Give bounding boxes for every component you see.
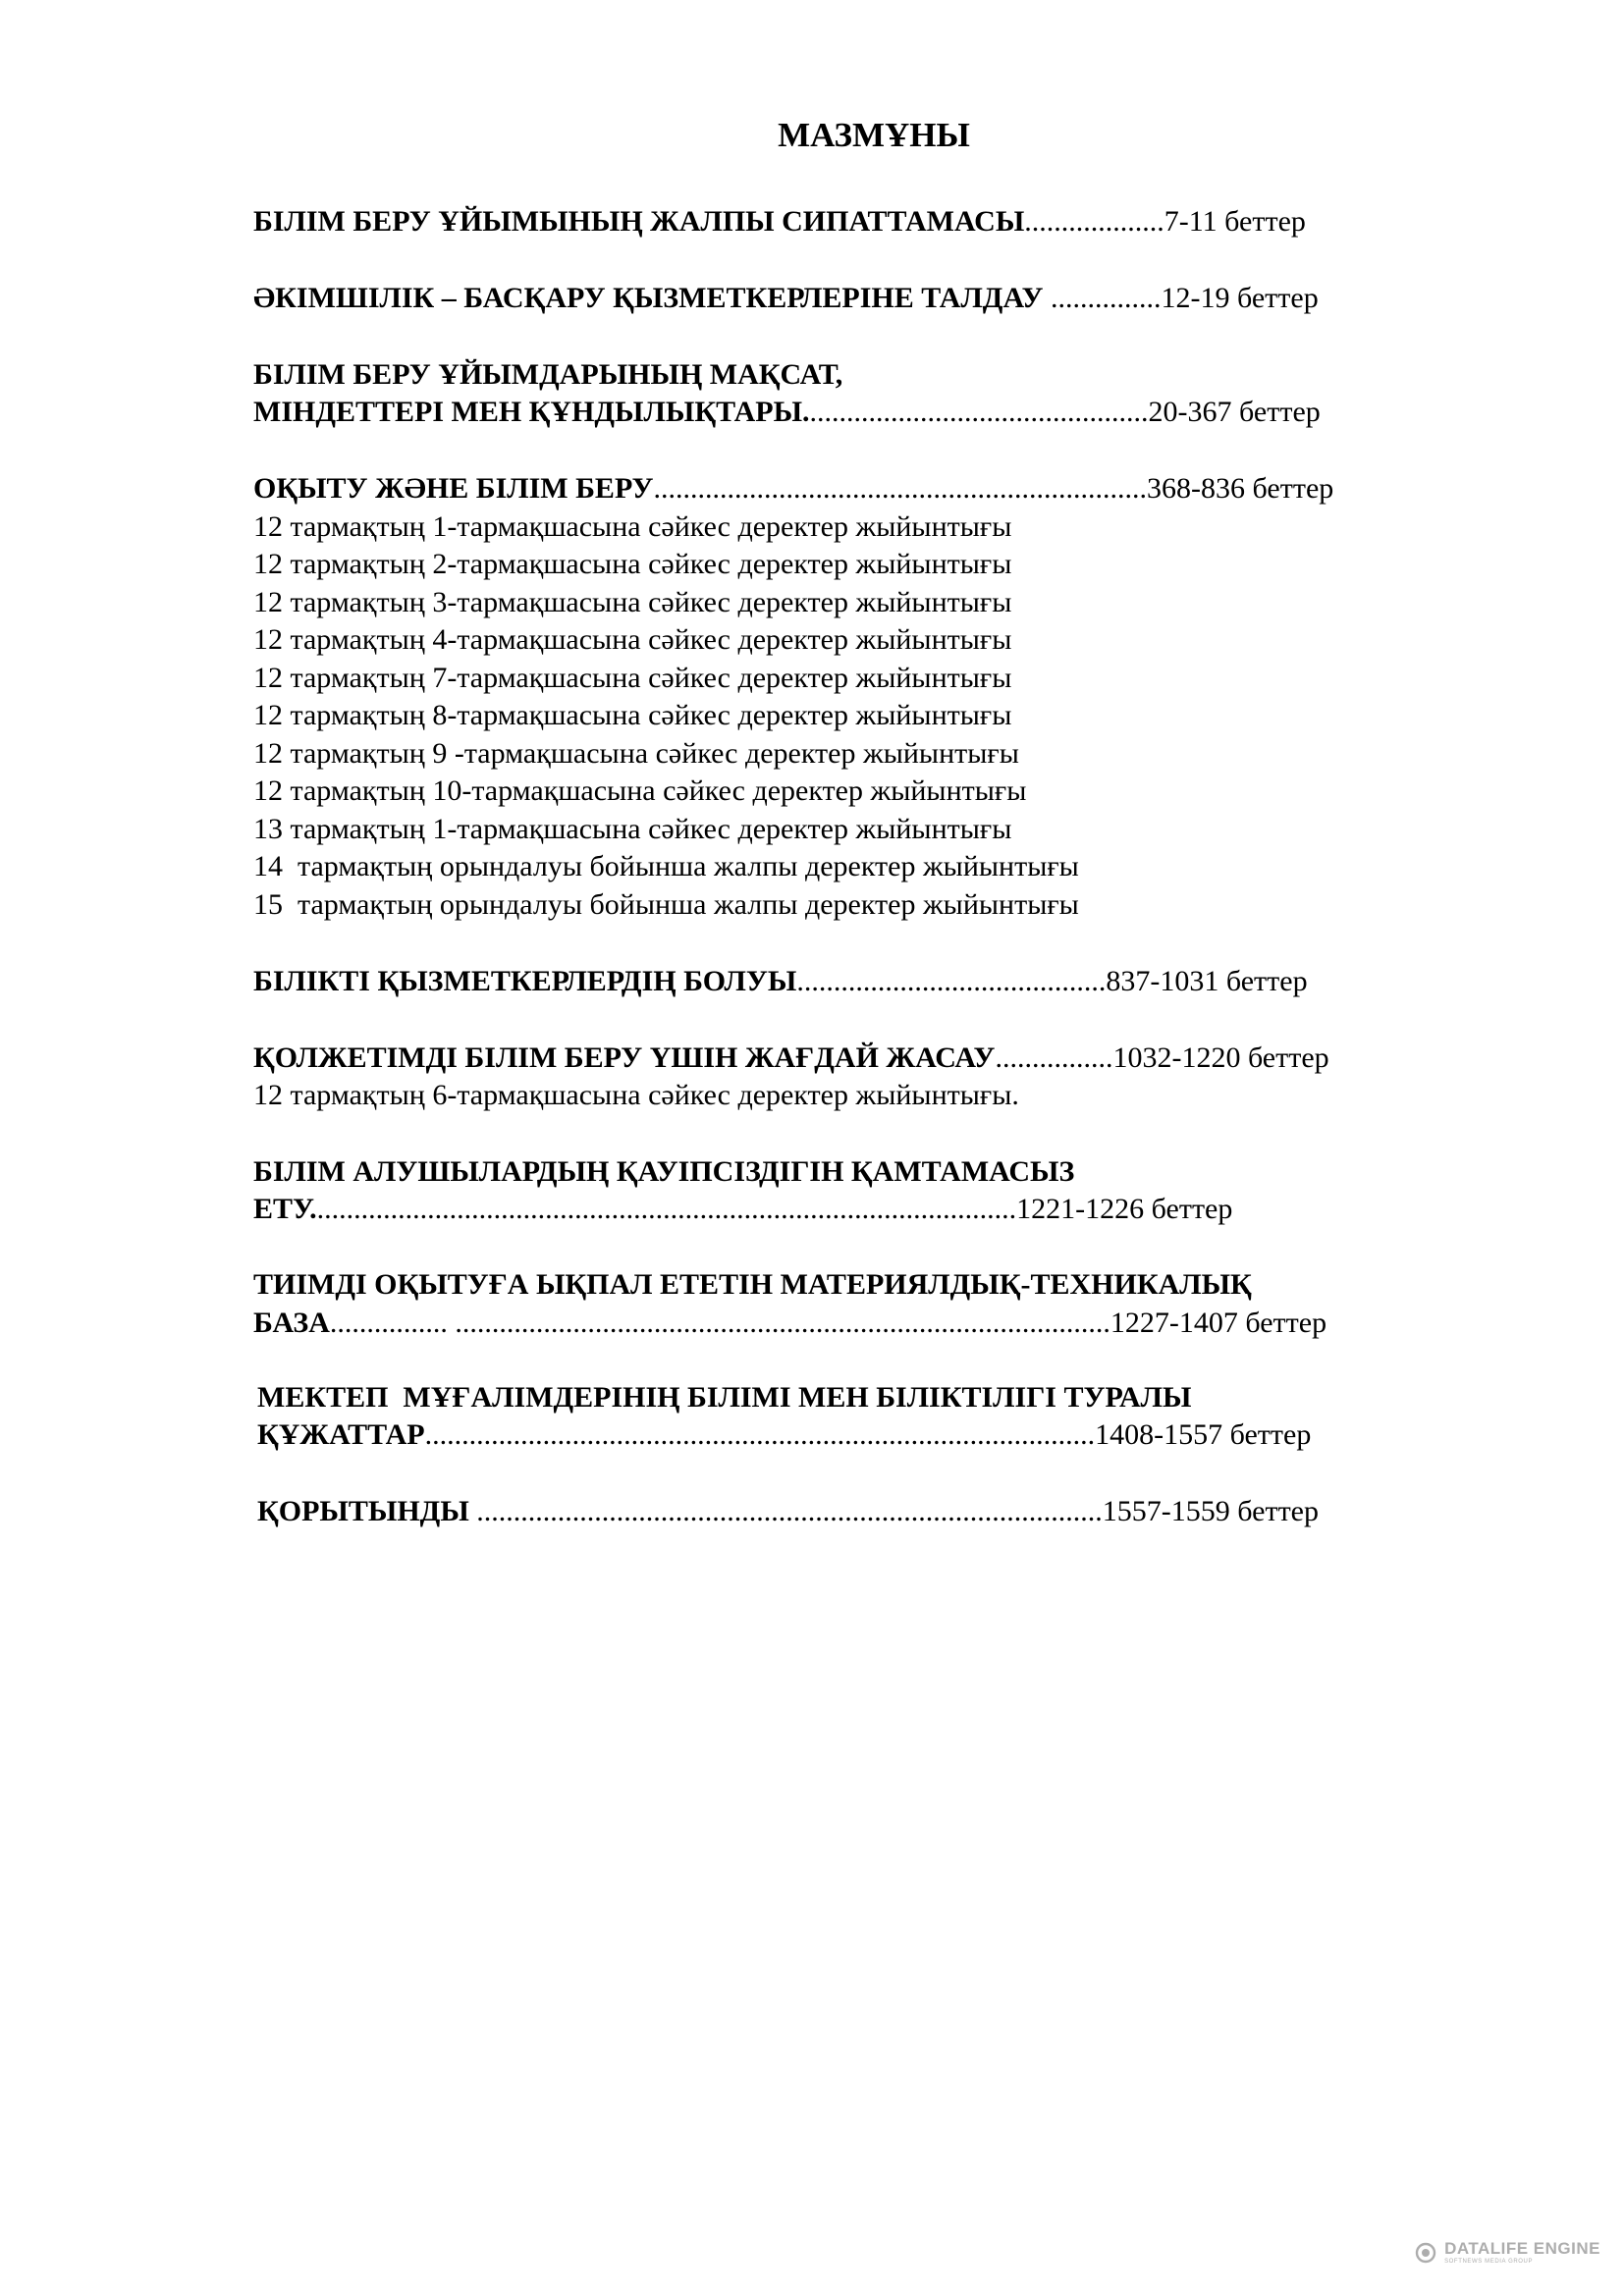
toc-pages: 1032-1220 беттер xyxy=(1112,1041,1329,1074)
toc-dots: .......................................... xyxy=(796,965,1107,997)
toc-dots: ..................................................................................... xyxy=(468,1495,1103,1527)
toc-dots: ................... xyxy=(1024,205,1164,238)
page-title: МАЗМҰНЫ xyxy=(778,116,970,154)
toc-pages: 1227-1407 беттер xyxy=(1110,1307,1327,1339)
toc-dots: ................ ......................................................................................... xyxy=(329,1307,1110,1339)
toc-heading: БІЛІКТІ ҚЫЗМЕТКЕРЛЕРДІҢ БОЛУЫ xyxy=(253,965,797,997)
watermark-brand: DATALIFE ENGINE xyxy=(1444,2239,1600,2258)
toc-dots: ................................................................... xyxy=(653,472,1148,505)
toc-entry-administration xyxy=(253,281,1319,316)
toc-heading: ОҚЫТУ ЖӘНЕ БІЛІМ БЕРУ xyxy=(253,472,654,505)
toc-dots: ............... xyxy=(1043,282,1162,314)
toc-pages: 368-836 беттер xyxy=(1147,472,1334,505)
toc-subitem: 12 тармақтың 7-тармақшасына сәйкес деректер жыйынтығы xyxy=(253,662,1012,694)
toc-entry-teacher-documents xyxy=(257,1417,1311,1453)
toc-heading: ҚОЛЖЕТІМДІ БІЛІМ БЕРУ ҮШІН ЖАҒДАЙ ЖАСАУ xyxy=(253,1041,996,1074)
toc-heading: ӘКІМШІЛІК – БАСҚАРУ ҚЫЗМЕТКЕРЛЕРІНЕ ТАЛДАУ xyxy=(253,282,1044,314)
toc-entry-goals xyxy=(253,395,1321,430)
toc-pages: 12-19 беттер xyxy=(1161,282,1319,314)
toc-pages: 1557-1559 беттер xyxy=(1102,1495,1319,1527)
toc-entry-qualified-staff xyxy=(253,964,1308,999)
toc-heading: МІНДЕТТЕРІ МЕН ҚҰНДЫЛЫҚТАРЫ. xyxy=(253,396,810,428)
toc-pages: 20-367 беттер xyxy=(1148,396,1321,428)
toc-subitem: 13 тармақтың 1-тармақшасына сәйкес деректер жыйынтығы xyxy=(253,813,1012,845)
toc-entry-safety xyxy=(253,1192,1232,1227)
toc-entry-material-base xyxy=(253,1306,1326,1341)
toc-heading-line1: БІЛІМ АЛУШЫЛАРДЫҢ ҚАУІПСІЗДІГІН ҚАМТАМАСЫЗ xyxy=(253,1155,1075,1188)
toc-heading: ЕТУ. xyxy=(253,1193,317,1225)
toc-subitem: 12 тармақтың 6-тармақшасына сәйкес деректер жыйынтығы. xyxy=(253,1079,1019,1111)
toc-subitem: 14 тармақтың орындалуы бойынша жалпы деректер жыйынтығы xyxy=(253,850,1079,882)
toc-pages: 1221-1226 беттер xyxy=(1016,1193,1233,1225)
toc-pages: 837-1031 беттер xyxy=(1106,965,1308,997)
toc-heading-line1: БІЛІМ БЕРУ ҰЙЫМДАРЫНЫҢ МАҚСАТ, xyxy=(253,358,843,391)
datalife-logo-icon xyxy=(1415,2242,1436,2264)
toc-entry-conclusion xyxy=(257,1494,1319,1529)
toc-pages: 7-11 беттер xyxy=(1164,205,1306,238)
toc-dots: ........................................................................................... xyxy=(424,1418,1096,1451)
toc-subitem: 15 тармақтың орындалуы бойынша жалпы деректер жыйынтығы xyxy=(253,888,1079,921)
toc-heading: ҚҰЖАТТАР xyxy=(257,1418,425,1451)
toc-heading: БІЛІМ БЕРУ ҰЙЫМЫНЫҢ ЖАЛПЫ СИПАТТАМАСЫ xyxy=(253,205,1025,238)
toc-subitem: 12 тармақтың 3-тармақшасына сәйкес деректер жыйынтығы xyxy=(253,586,1012,618)
toc-heading: ҚОРЫТЫНДЫ xyxy=(257,1495,469,1527)
toc-dots: ................ xyxy=(995,1041,1113,1074)
watermark-subtitle: SOFTNEWS MEDIA GROUP xyxy=(1444,2259,1534,2265)
toc-subitem: 12 тармақтың 4-тармақшасына сәйкес деректер жыйынтығы xyxy=(253,623,1012,656)
toc-subitem: 12 тармақтың 1-тармақшасына сәйкес деректер жыйынтығы xyxy=(253,510,1012,543)
toc-subitem: 12 тармақтың 10-тармақшасына сәйкес деректер жыйынтығы xyxy=(253,774,1027,807)
toc-entry-teaching xyxy=(253,471,1333,507)
toc-heading-line1: ТИІМДІ ОҚЫТУҒА ЫҚПАЛ ЕТЕТІН МАТЕРИЯЛДЫҚ-ТЕХНИКАЛЫҚ xyxy=(253,1268,1252,1301)
toc-dots: .............................................. xyxy=(809,396,1149,428)
toc-entry-general xyxy=(253,204,1306,240)
toc-subitem: 12 тармақтың 8-тармақшасына сәйкес деректер жыйынтығы xyxy=(253,699,1012,731)
toc-subitem: 12 тармақтың 9 -тармақшасына сәйкес деректер жыйынтығы xyxy=(253,737,1019,770)
watermark xyxy=(1415,2240,1600,2265)
toc-entry-accessibility xyxy=(253,1041,1329,1076)
toc-heading: БАЗА xyxy=(253,1307,330,1339)
toc-subitem: 12 тармақтың 2-тармақшасына сәйкес деректер жыйынтығы xyxy=(253,548,1012,580)
toc-dots: ............................................................................................... xyxy=(316,1193,1017,1225)
toc-pages: 1408-1557 беттер xyxy=(1095,1418,1312,1451)
toc-heading-line1: МЕКТЕП МҰҒАЛІМДЕРІНІҢ БІЛІМІ МЕН БІЛІКТІЛІГІ ТУРАЛЫ xyxy=(257,1381,1192,1414)
